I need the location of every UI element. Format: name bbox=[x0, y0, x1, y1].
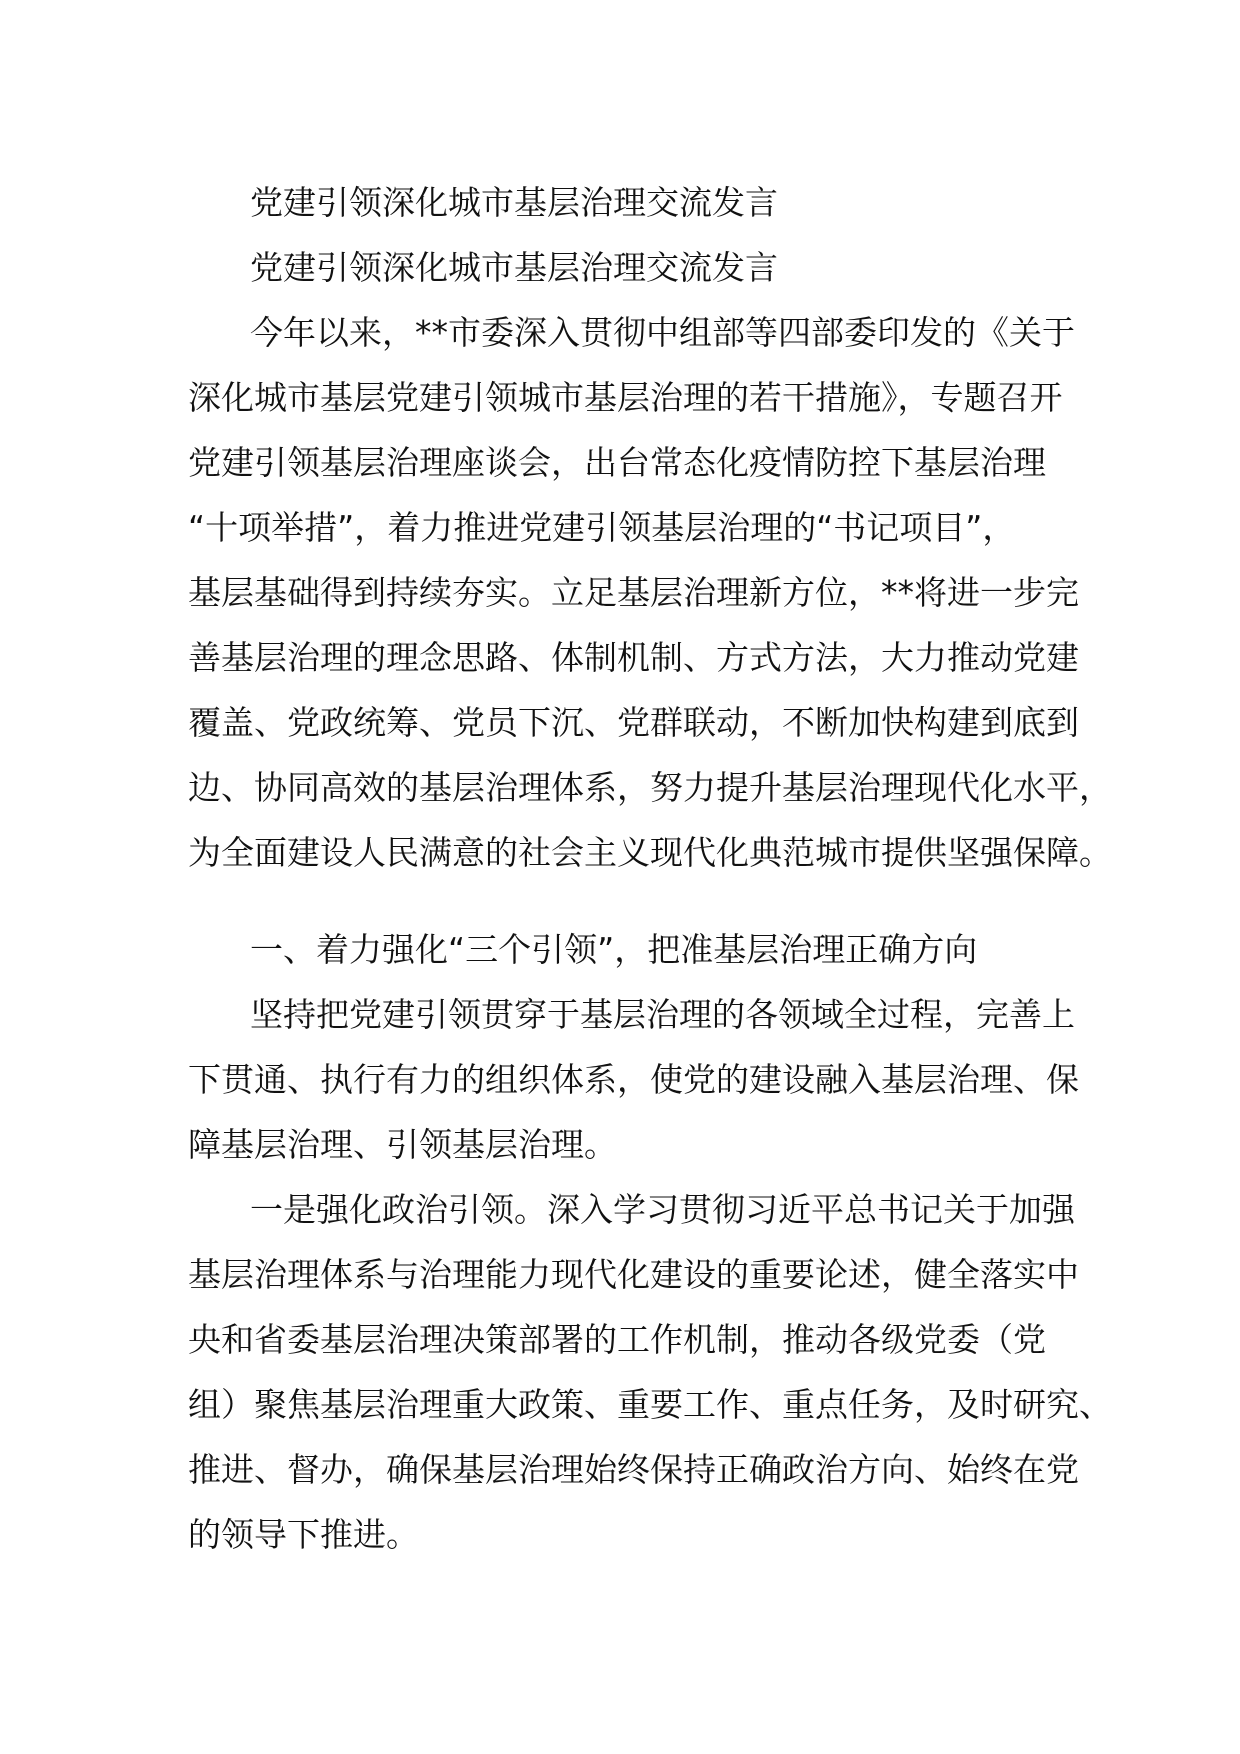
paragraph-line: 的领导下推进。 bbox=[188, 1515, 419, 1554]
paragraph-line: 善基层治理的理念思路、体制机制、方式方法，大力推动党建 bbox=[188, 638, 1079, 677]
document-subtitle: 党建引领深化城市基层治理交流发言 bbox=[250, 248, 778, 287]
paragraph-line: 基层治理体系与治理能力现代化建设的重要论述，健全落实中 bbox=[188, 1255, 1079, 1294]
paragraph-line: 党建引领基层治理座谈会，出台常态化疫情防控下基层治理 bbox=[188, 443, 1046, 482]
section-heading: 一、着力强化“三个引领”，把准基层治理正确方向 bbox=[250, 930, 978, 969]
paragraph-line: 下贯通、执行有力的组织体系，使党的建设融入基层治理、保 bbox=[188, 1060, 1079, 1099]
document-title: 党建引领深化城市基层治理交流发言 bbox=[250, 183, 778, 222]
paragraph-line: 为全面建设人民满意的社会主义现代化典范城市提供坚强保障。 bbox=[188, 833, 1112, 872]
section-paragraph bbox=[188, 982, 1079, 1177]
paragraph-line: 基层基础得到持续夯实。立足基层治理新方位，**将进一步完 bbox=[188, 573, 1079, 612]
paragraph-line: 组）聚焦基层治理重大政策、重要工作、重点任务，及时研究、 bbox=[188, 1385, 1112, 1424]
point-paragraph bbox=[188, 1177, 1112, 1567]
paragraph-line: 障基层治理、引领基层治理。 bbox=[188, 1125, 617, 1164]
paragraph-line: “十项举措”，着力推进党建引领基层治理的“书记项目”， bbox=[188, 508, 1016, 547]
intro-paragraph bbox=[188, 300, 1112, 885]
paragraph-line: 坚持把党建引领贯穿于基层治理的各领域全过程，完善上 bbox=[250, 995, 1075, 1034]
paragraph-line: 边、协同高效的基层治理体系，努力提升基层治理现代化水平， bbox=[188, 768, 1112, 807]
paragraph-line: 今年以来，**市委深入贯彻中组部等四部委印发的《关于 bbox=[250, 313, 1075, 352]
paragraph-line: 央和省委基层治理决策部署的工作机制，推动各级党委（党 bbox=[188, 1320, 1046, 1359]
document-body bbox=[188, 170, 1112, 1567]
paragraph-line: 一是强化政治引领。深入学习贯彻习近平总书记关于加强 bbox=[250, 1190, 1075, 1229]
paragraph-line: 覆盖、党政统筹、党员下沉、党群联动，不断加快构建到底到 bbox=[188, 703, 1079, 742]
paragraph-line: 推进、督办，确保基层治理始终保持正确政治方向、始终在党 bbox=[188, 1450, 1079, 1489]
paragraph-line: 深化城市基层党建引领城市基层治理的若干措施》，专题召开 bbox=[188, 378, 1063, 417]
